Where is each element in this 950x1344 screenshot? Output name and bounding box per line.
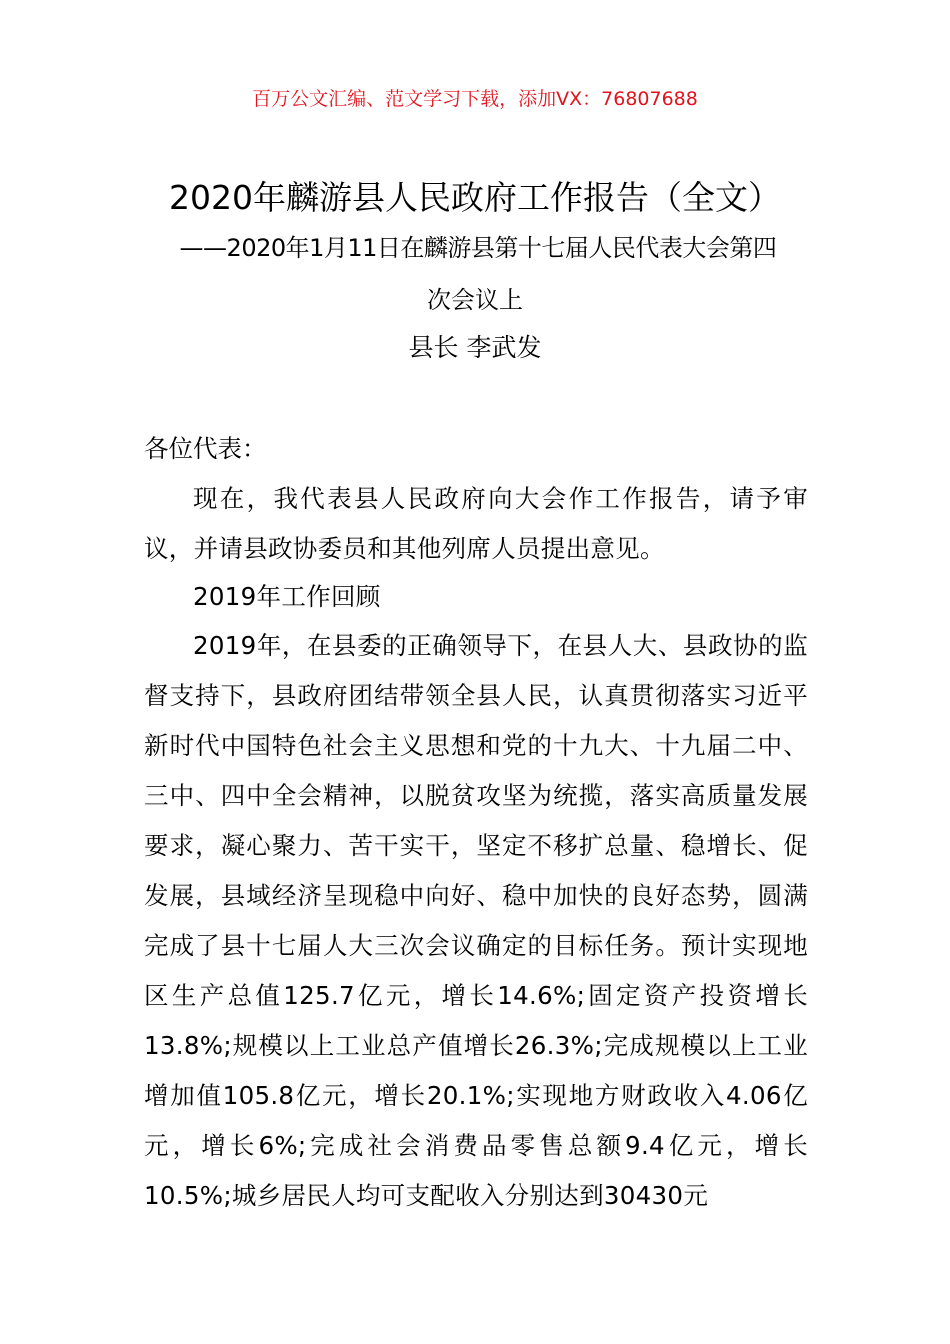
salutation: 各位代表： bbox=[144, 434, 267, 463]
document-subtitle-line2: 次会议上 bbox=[427, 286, 523, 314]
review-paragraph: 2019年，在县委的正确领导下，在县人大、县政协的监督支持下，县政府团结带领全县人民，认真贯彻落实习近平新时代中国特色社会主义思想和党的十九大、十九届二中、三中、四中全会精神，以脱贫攻坚为统揽，落实高质量发展要求，凝心聚力、苦干实干，坚定不移扩总量、稳增长、促发展，县域经济呈现稳中向好、稳中加快的良好态势，圆满完成了县十七届人大三次会议确定的目标任务。预计实现地区生产总值125.7亿元，增长14.6%;固定资产投资增长13.8%;规模以上工业总产值增长26.3%;完成规模以上工业增加值105.8亿元，增长20.1%;实现地方财政收入4.06亿元，增长6%;完成社会消费品零售总额9.4亿元，增长10.5%;城乡居民人均可支配收入分别达到30430元 bbox=[144, 631, 808, 1210]
intro-paragraph-container bbox=[144, 474, 808, 574]
document-subtitle-line1: ——2020年1月11日在麟游县第十七届人民代表大会第四 bbox=[179, 234, 777, 262]
document-author: 县长 李武发 bbox=[408, 333, 542, 362]
review-paragraph-container bbox=[144, 621, 808, 1221]
watermark-banner: 百万公文汇编、范文学习下载，添加VX：76807688 bbox=[252, 88, 698, 110]
intro-paragraph: 现在，我代表县人民政府向大会作工作报告，请予审议，并请县政协委员和其他列席人员提出意见。 bbox=[144, 484, 808, 563]
section-heading-container bbox=[144, 572, 808, 622]
section-heading: 2019年工作回顾 bbox=[193, 582, 381, 611]
document-title: 2020年麟游县人民政府工作报告（全文） bbox=[169, 178, 781, 217]
